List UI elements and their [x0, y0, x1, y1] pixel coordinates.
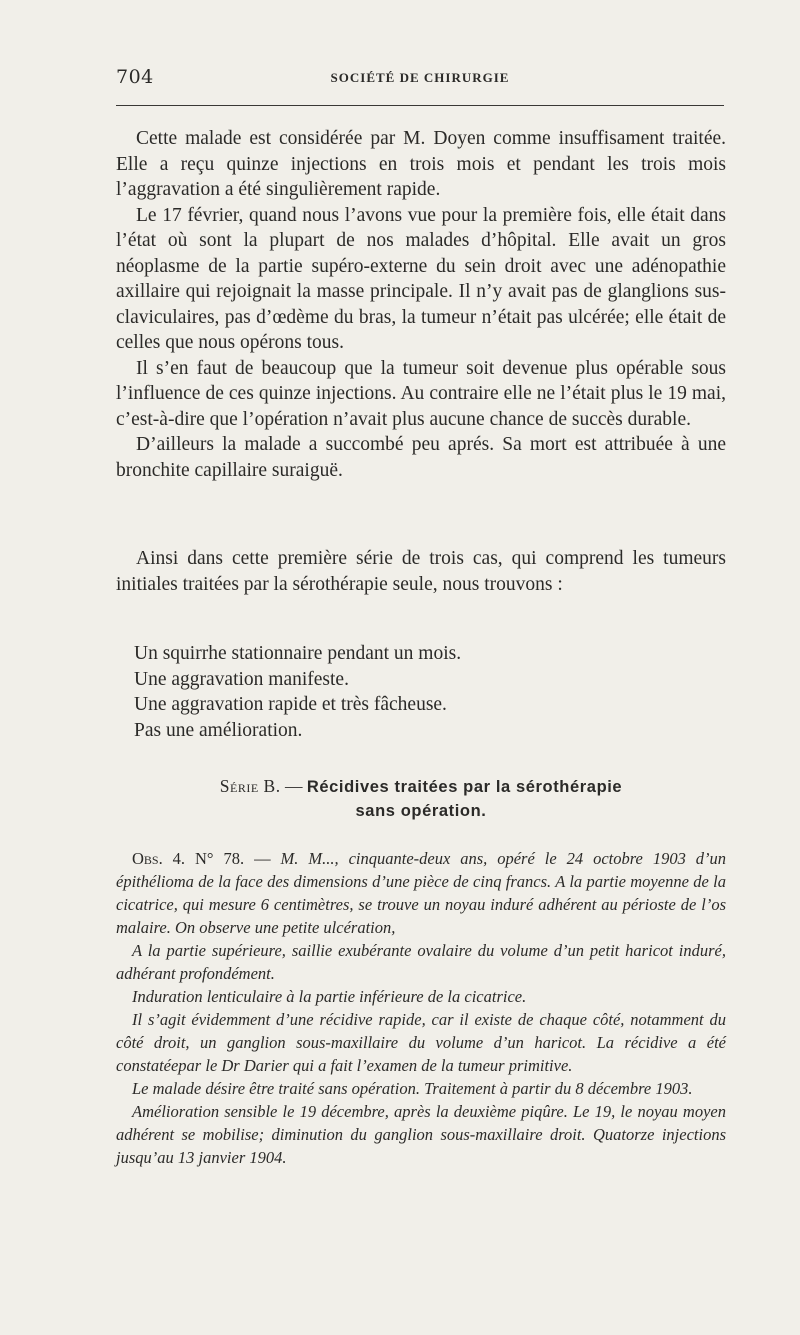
observation-paragraph-5: Amélioration sensible le 19 décembre, après la deuxième piqûre. Le 19, le noyau moyen adhérent se mobilise; diminution du ganglion sous-maxillaire droit. Quatorze injections jusqu’au 13 janvier 1904.: [116, 1102, 726, 1167]
observation-ref: Obs. 4. N° 78.: [132, 849, 245, 868]
summary-block: [116, 546, 726, 597]
paragraph-4: D’ailleurs la malade a succombé peu aprés. Sa mort est attribuée à une bronchite capillaire suraiguë.: [116, 434, 726, 481]
observation-paragraph-3: Il s’agit évidemment d’une récidive rapide, car il existe de chaque côté, notamment du côté droit, un ganglion sous-maxillaire du volume d’un haricot. La récidive a été constatéepar le Dr Darier qui a fait l’examen de la tumeur primitive.: [116, 1010, 726, 1075]
section-title-line2: sans opération.: [355, 802, 487, 820]
list-item: Pas une amélioration.: [134, 719, 303, 741]
observation-paragraph-2: Induration lenticulaire à la partie inférieure de la cicatrice.: [132, 987, 527, 1006]
section-heading: [116, 775, 726, 823]
running-head: SOCIÉTÉ DE CHIRURGIE: [330, 70, 510, 85]
list-item: Une aggravation rapide et très fâcheuse.: [134, 694, 447, 715]
observation-lead-paragraph: [116, 847, 726, 939]
main-text: [116, 126, 726, 483]
page-number: 704: [116, 66, 154, 88]
observation-paragraph-4: Le malade désire être traité sans opération. Traitement à partir du 8 décembre 1903.: [132, 1079, 693, 1098]
section-dash: —: [284, 776, 303, 796]
page-header: [116, 66, 724, 96]
paragraph-1: Cette malade est considérée par M. Doyen comme insuffisament traitée. Elle a reçu quinze injections en trois mois et pendant les trois mois l’aggravation a été singulièrement rapide.: [116, 128, 726, 200]
header-rule: [116, 105, 724, 106]
observation-lead: M. M..., cinquante-deux ans, opéré le 24 octobre 1903 d’un épithélioma de la face des dimensions d’une pièce de cinq francs. A la partie moyenne de la cicatrice, qui mesure 6 centimètres, se trouve un noyau induré adhérent au périoste de l’os malaire. On observe une petite ulcération,: [116, 849, 727, 937]
summary-list: [134, 641, 694, 743]
observation-dash: —: [254, 849, 271, 868]
paragraph-3: Il s’en faut de beaucoup que la tumeur soit devenue plus opérable sous l’influence de ces quinze injections. Au contraire elle ne l’était plus le 19 mai, c’est-à-dire que l’opération n’avait plus aucune chance de succès durable.: [116, 357, 726, 430]
list-item: Une aggravation manifeste.: [134, 668, 349, 690]
section-title-line1: Récidives traitées par la sérothérapie: [306, 778, 623, 796]
paragraph-2: Le 17 février, quand nous l’avons vue pour la première fois, elle était dans l’état où sont la plupart de nos malades d’hôpital. Elle avait un gros néoplasme de la partie supéro-externe du sein droit avec une adénopathie axillaire qui rejoignait la masse principale. Il n’y avait pas de glanglions sus-claviculaires, pas d’œdème du bras, la tumeur n’était pas ulcérée; elle était de celles que nous opérons tous.: [116, 204, 726, 353]
list-item: Un squirrhe stationnaire pendant un mois.: [134, 643, 462, 664]
observation-paragraph-1: A la partie supérieure, saillie exubérante ovalaire du volume d’un petit haricot induré, adhérant profondément.: [116, 941, 726, 983]
section-label: Série B.: [219, 776, 281, 796]
observation-text: [116, 847, 726, 1169]
summary-intro: Ainsi dans cette première série de trois cas, qui comprend les tumeurs initiales traitées par la sérothérapie seule, nous trouvons :: [116, 548, 726, 595]
